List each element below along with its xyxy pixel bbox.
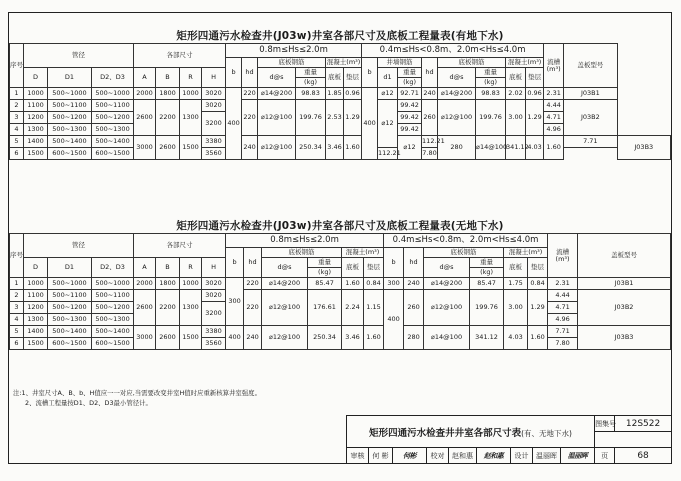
t1-h-b2: b [362,58,378,88]
cell: 500~1200 [92,302,134,314]
t1-h-hd2: hd [422,58,438,88]
t1-h-cushion: 垫层 [344,68,362,88]
design-label: 设计 [511,448,533,464]
cell: 99.42 [398,112,422,124]
cell: 1100 [24,100,48,112]
cell: 4.44 [548,290,578,302]
t1-h-dims: 各部尺寸 [134,44,226,68]
cell: 400 [226,88,242,160]
drawing-sheet [8,12,672,464]
t1-h-flow: 流槽 (m³) [544,44,564,88]
note-2: 2、流槽工程量按D1、D2、D3最小管径计。 [25,399,152,407]
cell: 3 [10,302,24,314]
t1-h-wall-rebar: 井墙钢筋 [378,58,422,68]
cell: 4 [10,124,24,136]
cell: 1.29 [526,100,544,136]
table1-title: 矩形四通污水检查井(J03w)井室各部尺寸及底板工程量表(有地下水) [176,30,504,42]
cell: 112.21 [422,136,438,148]
cell: 500~1400 [48,326,92,338]
cell: 2600 [156,136,180,160]
cell: 500~1000 [48,278,92,290]
t2-h-cushion2: 垫层 [528,258,548,278]
cell: 199.76 [470,290,504,326]
page-label: 页 [595,448,615,464]
cell: 600~1500 [92,338,134,350]
page-number: 68 [615,448,672,464]
t2-h-cushion: 垫层 [364,258,384,278]
cell: 2600 [156,326,180,350]
designer-name: 温丽晖 [533,448,561,464]
cell: 199.76 [476,100,506,136]
cell: 2 [10,290,24,302]
t2-h-seq: 序号 [10,234,24,278]
cell: 1300 [180,290,202,326]
t1-h-dos: d@s [258,68,296,88]
t1-h-D: D [24,68,48,88]
cell: 2.53 [326,100,344,136]
cell: 3380 [202,326,226,338]
cell: 1400 [24,326,48,338]
t2-h-kg2: (kg) [470,268,504,278]
cell: 1.60 [364,326,384,350]
cell: 7.71 [548,326,578,338]
t1-h-group2: 0.4m≤Hs<0.8m、2.0m<Hs≤4.0m [362,44,544,58]
reviewer-name: 何 彬 [369,448,393,464]
t2-h-group1: 0.8m≤Hs≤2.0m [226,234,384,248]
cell: 1400 [24,136,48,148]
check-label: 校对 [427,448,449,464]
cell: J03B2 [564,100,617,136]
t1-h-model: 盖板型号 [564,44,617,88]
t2-h-bottom-rebar2: 底板钢筋 [424,248,504,258]
t1-h-R: R [180,68,202,88]
t2-h-b: b [226,248,244,278]
cell: 1500 [24,148,48,160]
cell: 500~1000 [92,278,134,290]
cell: 2.31 [548,278,578,290]
cell: ⌀14@200 [258,88,296,100]
cell: ⌀14@200 [438,88,476,100]
cell: 400 [384,290,404,350]
cell: 500~1200 [48,302,92,314]
cell: 98.83 [296,88,326,100]
cell: 1.29 [344,100,362,136]
cell: 260 [404,290,424,326]
t2-h-base2: 底板 [504,258,528,278]
t2-h-concrete: 混凝土(m³) [342,248,384,258]
cell: 1.60 [344,136,362,160]
cell: 1000 [180,88,202,100]
cell: 2600 [134,290,156,326]
title-block [346,415,672,464]
cell: 1.60 [528,326,548,350]
table-row [10,136,671,148]
cell: 2.24 [342,290,364,326]
t2-h-hd: hd [244,248,262,278]
cell: 2600 [134,100,156,136]
cell: 341.12 [470,326,504,350]
cell: J03B2 [578,290,671,326]
cell: 500~1100 [48,290,92,302]
cell: 3.00 [504,290,528,326]
t1-h-cushion2: 垫层 [526,68,544,88]
cell: 3.46 [326,136,344,160]
cell: 99.42 [398,100,422,112]
cell: 280 [404,326,424,350]
cell: 6 [10,338,24,350]
cell: 500~1300 [48,314,92,326]
cell: J03B1 [564,88,617,100]
cell: 4.03 [504,326,528,350]
cell: 199.76 [296,100,326,136]
cell: 250.34 [296,136,326,160]
cell: 1000 [24,278,48,290]
cell: ⌀12@100 [262,326,308,350]
cell: 1200 [24,302,48,314]
t2-h-A: A [134,258,156,278]
cell: ⌀14@200 [262,278,308,290]
t1-h-pipe: 管径 [24,44,134,68]
cell: 1.29 [528,290,548,326]
cell: 3020 [202,88,226,100]
table1 [9,43,671,160]
cell: ⌀14@200 [424,278,470,290]
cell: 400 [226,326,244,350]
cell: 2.31 [544,88,564,100]
t2-h-hd2: hd [404,248,424,278]
cell: 341.12 [506,136,526,160]
cell: 4.96 [544,124,564,136]
cell: 7.71 [564,136,617,148]
cell: 1300 [24,124,48,136]
t2-h-b2: b [384,248,404,278]
t1-h-seq: 序号 [10,44,24,88]
table1-section [9,29,671,160]
cell: 500~1300 [92,314,134,326]
t1-h-wt-w: 重量 [398,68,422,78]
cell: 3 [10,112,24,124]
cell: 1.75 [504,278,528,290]
cell: 3.00 [506,100,526,136]
cell: 6 [10,148,24,160]
cell: 4.03 [526,136,544,160]
cell: 300 [226,278,244,326]
t2-h-flow: 流槽 (m³) [548,234,578,278]
cell: 1 [10,278,24,290]
atlas-spacer [595,432,672,448]
cell: 500~1200 [48,112,92,124]
cell: 500~1400 [92,326,134,338]
cell: 92.71 [398,88,422,100]
table2 [9,233,671,350]
cell: 500~1100 [48,100,92,112]
t2-h-wt: 重量 [308,258,342,268]
review-label: 审核 [347,448,369,464]
atlas-number: 12S522 [615,416,672,432]
cell: 220 [244,278,262,290]
cell: 240 [422,88,438,100]
cell: 2.02 [506,88,526,100]
cell: 3560 [202,148,226,160]
cell: 1.85 [326,88,344,100]
table-row [10,88,671,100]
t2-h-group2: 0.4m≤Hs<0.8m、2.0m<Hs≤4.0m [384,234,548,248]
cell: 1500 [24,338,48,350]
cell: 3200 [202,112,226,136]
cell: 280 [438,136,476,160]
t2-h-D1: D1 [48,258,92,278]
t1-h-concrete: 混凝土(m³) [326,58,361,67]
cell: 500~1300 [92,124,134,136]
reviewer-signature: 何彬 [393,448,427,464]
cell: 5 [10,136,24,148]
cell: 1800 [156,278,180,290]
cell: 500~1400 [48,136,92,148]
cell: 500~1100 [92,100,134,112]
t1-h-B: B [156,68,180,88]
table2-section [9,219,671,350]
t1-h-D1: D1 [48,68,92,88]
cell: 2000 [134,88,156,100]
t2-h-concrete2: 混凝土(m³) [504,248,548,258]
t1-h-group1: 0.8m≤Hs≤2.0m [226,44,362,58]
t2-h-kg: (kg) [308,268,342,278]
cell: 3020 [202,100,226,112]
cell: 1500 [180,326,202,350]
cell: 4.71 [548,302,578,314]
cell: ⌀14@100 [424,326,470,350]
cell: 260 [422,100,438,136]
cell: 240 [404,278,424,290]
cell: 600~1500 [48,148,92,160]
cell: 500~1300 [48,124,92,136]
t2-h-dos2: d@s [424,258,470,278]
t1-h-wt2: 重量 [476,68,506,78]
t2-h-model: 盖板型号 [578,234,671,278]
cell: 500~1100 [92,290,134,302]
cell: ⌀12 [378,100,398,148]
cell: 176.61 [308,290,342,326]
checker-name: 赵和惠 [449,448,477,464]
cell: 1500 [180,136,202,160]
cell: 0.96 [526,88,544,100]
t1-h-dos2: d@s [438,68,476,88]
cell: J03B3 [617,136,670,160]
cell: 3560 [202,338,226,350]
t2-h-bottom-rebar: 底板钢筋 [262,248,342,258]
cell: 250.34 [308,326,342,350]
cell: 5 [10,326,24,338]
t2-h-dos: d@s [262,258,308,278]
checker-signature: 赵和惠 [477,448,511,464]
t1-h-hd: hd [242,58,258,88]
table-row [10,278,671,290]
cell: 7.80 [548,338,578,350]
t1-h-A: A [134,68,156,88]
t1-h-bottom-rebar: 底板钢筋 [258,58,326,68]
cell: 7.80 [422,148,438,160]
t1-h-concrete2: 混凝土(m³) [506,58,544,68]
t1-h-base: 底板 [326,68,344,88]
t1-h-D23: D2、D3 [92,68,134,88]
t2-h-H: H [202,258,226,278]
cell: 600~1500 [92,148,134,160]
cell: 0.84 [528,278,548,290]
t2-h-R: R [180,258,202,278]
note-1: 注:1、井室尺寸A、B、b、H值应一一对应,当需要改变井室H值时应重新核算井室强度。 [13,389,261,397]
cell: 3020 [202,278,226,290]
t2-h-pipe: 管径 [24,234,134,258]
cell: 0.96 [344,88,362,100]
cell: 112.21 [378,148,398,160]
drawing-title: 矩形四通污水检查井井室各部尺寸表(有、无地下水) [347,416,595,448]
t2-h-dims: 各部尺寸 [134,234,226,258]
cell: 1300 [180,100,202,136]
cell: 99.42 [398,124,422,136]
cell: ⌀12@100 [438,100,476,136]
t1-h-kg-w: (kg) [398,78,422,88]
cell: 1000 [180,278,202,290]
cell: 4 [10,314,24,326]
cell: 1.60 [342,278,364,290]
cell: 500~1000 [92,88,134,100]
cell: 1.60 [544,136,564,160]
t2-h-D23: D2、D3 [92,258,134,278]
cell: 3.46 [342,326,364,350]
cell: 2 [10,100,24,112]
t2-h-D: D [24,258,48,278]
cell: 4.44 [544,100,564,112]
cell: 500~1000 [48,88,92,100]
cell: 2200 [156,290,180,326]
cell: 240 [244,326,262,350]
cell: 3000 [134,326,156,350]
cell: 500~1200 [92,112,134,124]
cell: 1.15 [364,290,384,326]
t1-h-base2: 底板 [506,68,526,88]
cell: 600~1500 [48,338,92,350]
cell: 2000 [134,278,156,290]
cell: J03B3 [578,326,671,350]
cell: 2200 [156,100,180,136]
cell: 3000 [134,136,156,160]
cell: 85.47 [308,278,342,290]
t1-h-d1: d1 [378,68,398,88]
cell: ⌀12 [398,136,422,160]
cell: ⌀12@100 [258,100,296,136]
cell: 400 [362,88,378,160]
cell: 98.83 [476,88,506,100]
t1-h-bottom-rebar2: 底板钢筋 [438,58,506,68]
t2-h-wt2: 重量 [470,258,504,268]
t1-h-b: b [226,58,242,88]
table-row [10,326,671,338]
cell: 4.96 [548,314,578,326]
cell: 0.84 [364,278,384,290]
t1-h-H: H [202,68,226,88]
designer-signature: 温丽晖 [561,448,595,464]
cell: ⌀12@100 [262,290,308,326]
cell: 4.71 [544,112,564,124]
atlas-label: 图集号 [595,416,615,432]
cell: ⌀12 [378,88,398,100]
t1-h-kg: (kg) [296,78,326,88]
cell: 3200 [202,302,226,326]
cell: J03B1 [578,278,671,290]
table2-title: 矩形四通污水检查井(J03w)井室各部尺寸及底板工程量表(无地下水) [176,220,504,232]
t1-h-kg2: (kg) [476,78,506,88]
cell: 1 [10,88,24,100]
cell: 300 [384,278,404,290]
cell: 85.47 [470,278,504,290]
cell: 1800 [156,88,180,100]
cell: 1300 [24,314,48,326]
t2-h-B: B [156,258,180,278]
notes [13,388,261,408]
cell: ⌀12@100 [424,290,470,326]
cell: ⌀14@100 [476,136,506,160]
cell: 220 [242,100,258,136]
cell: 1000 [24,88,48,100]
cell: ⌀12@100 [258,136,296,160]
t2-h-base: 底板 [342,258,364,278]
table-row [10,290,671,302]
table-row [10,100,671,112]
cell: 3020 [202,290,226,302]
cell: 220 [244,290,262,326]
cell: 1100 [24,290,48,302]
cell: 500~1400 [92,136,134,148]
cell: 3380 [202,136,226,148]
t1-h-wt: 重量 [296,68,326,78]
cell: 1200 [24,112,48,124]
cell: 220 [242,88,258,100]
cell: 240 [242,136,258,160]
